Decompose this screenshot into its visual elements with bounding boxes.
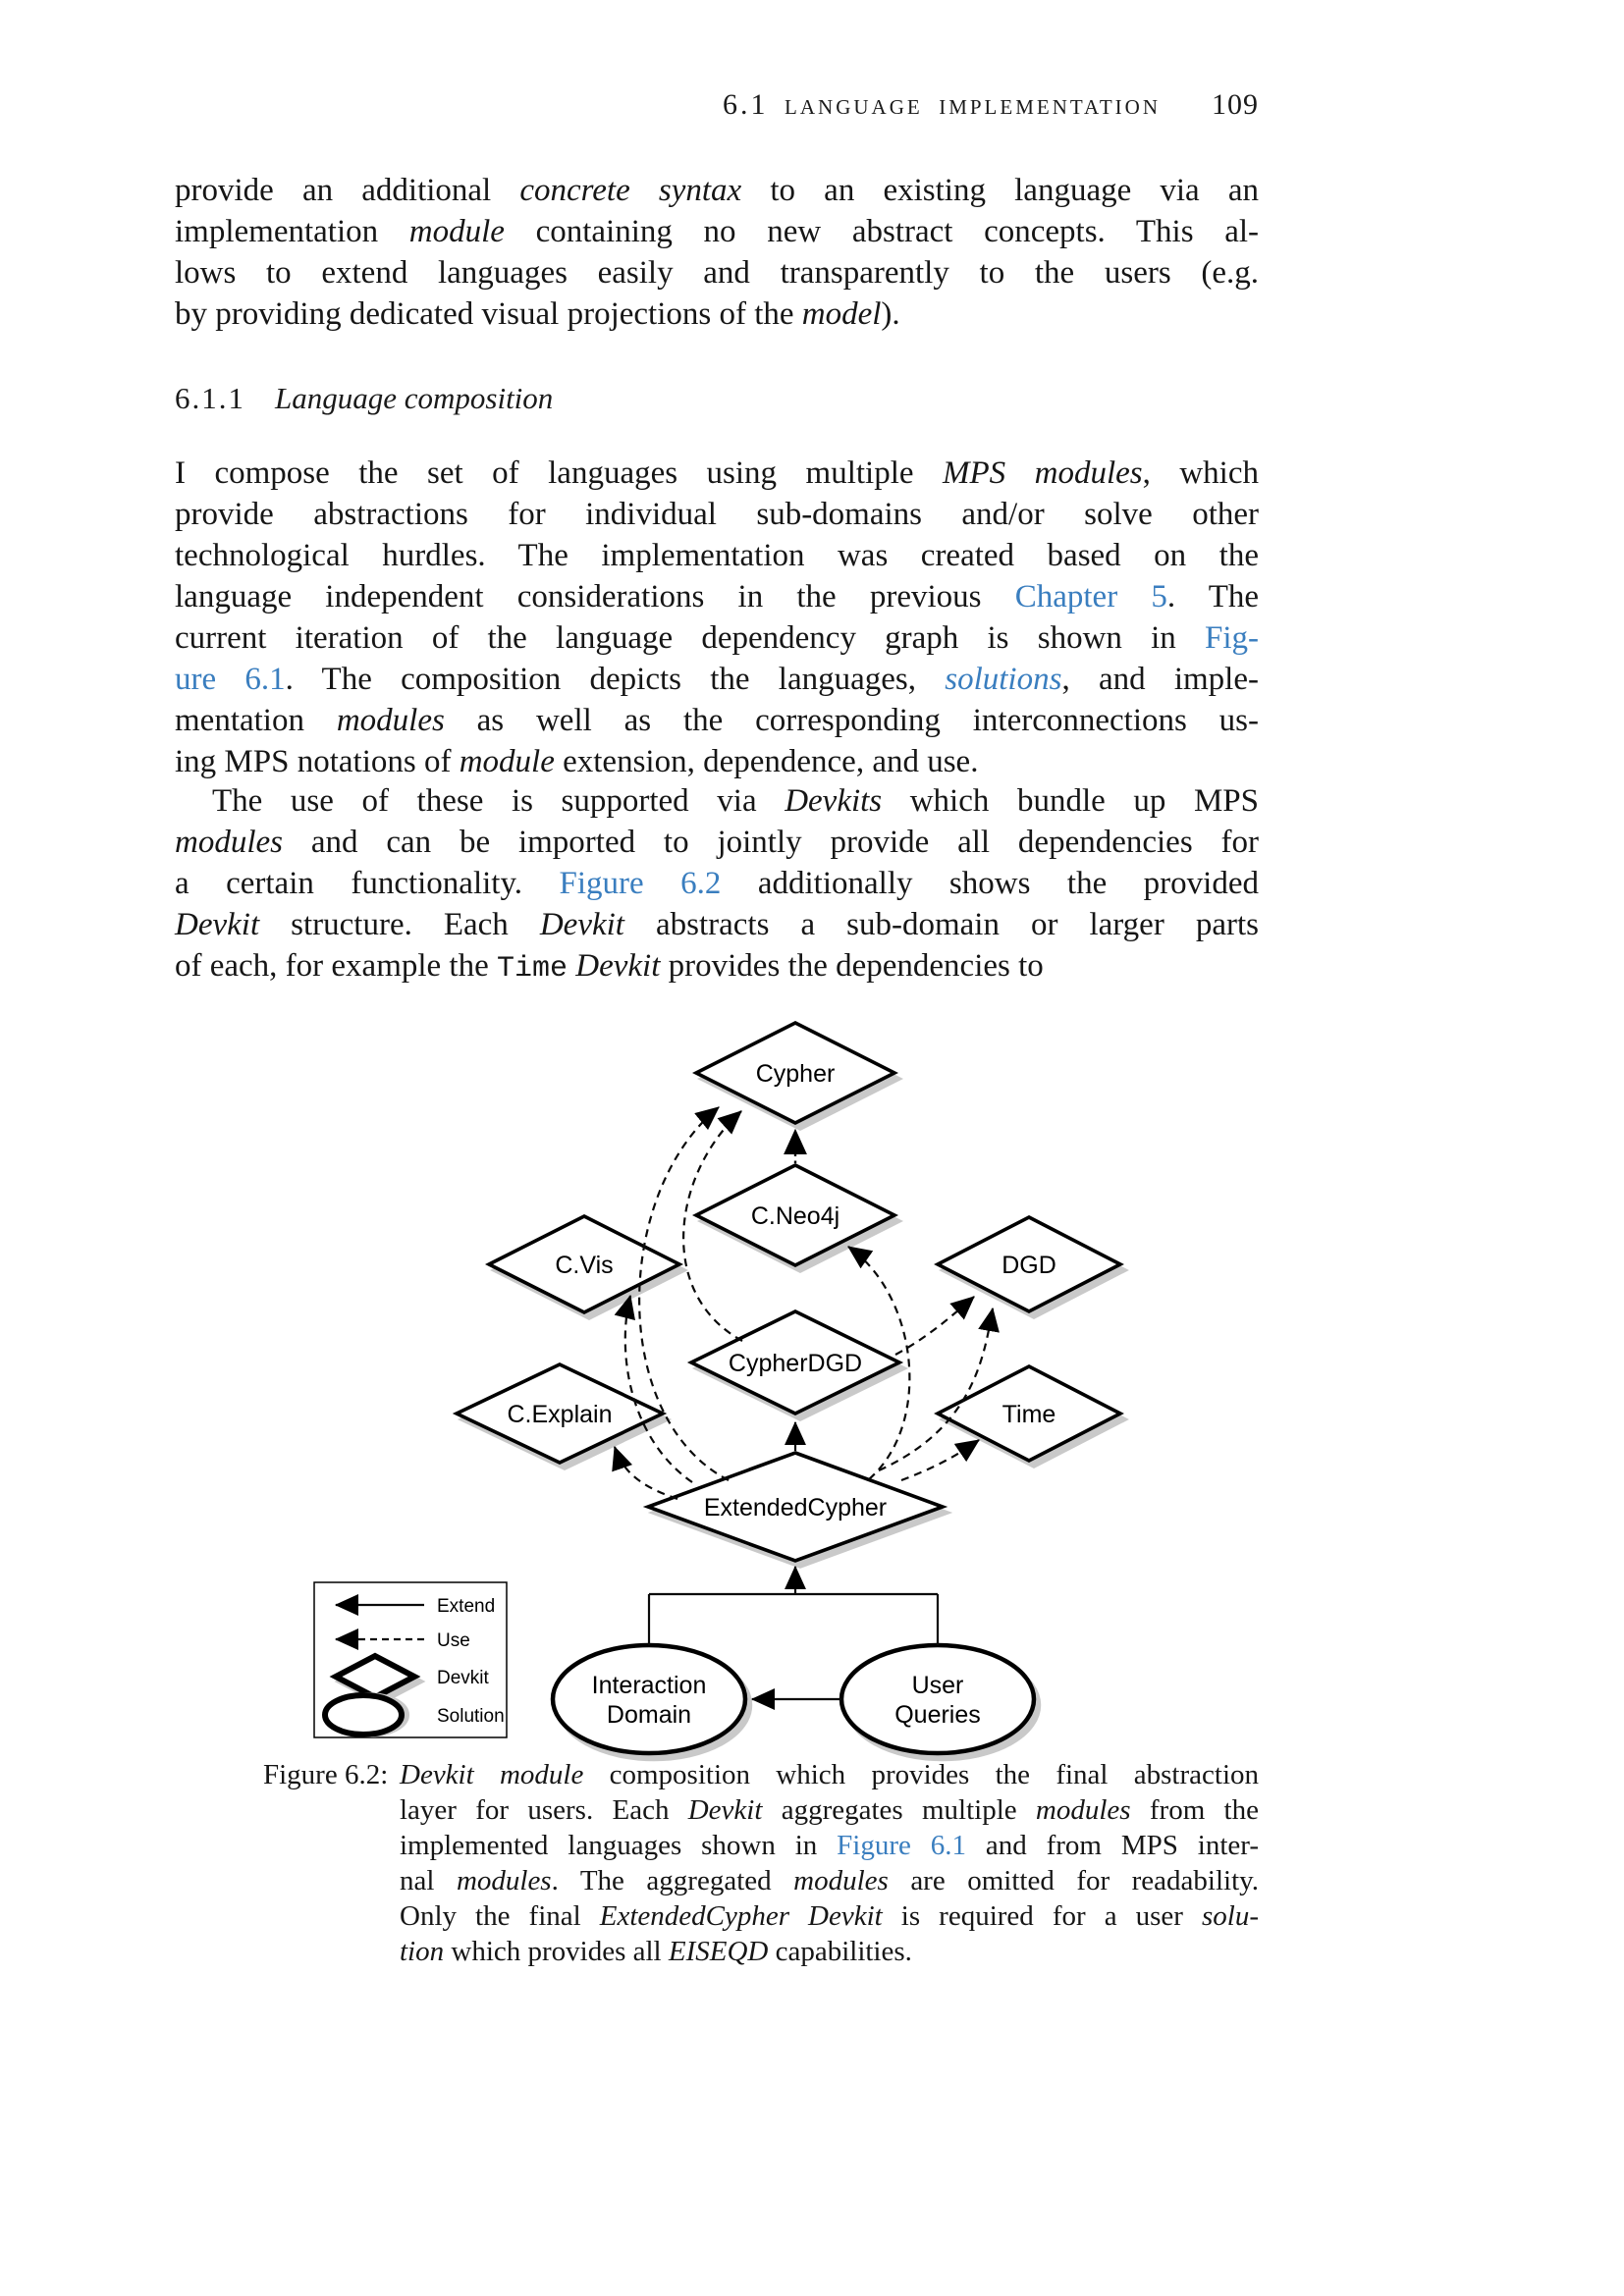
diagram-nodes — [457, 1023, 1125, 1759]
text-run: implemented languages shown in — [400, 1830, 838, 1861]
text-line — [175, 700, 1259, 741]
text-run: layer for users. Each — [400, 1794, 688, 1826]
text-run: Devkits — [785, 783, 883, 819]
text-line — [175, 780, 1259, 822]
text-run: modules — [175, 825, 283, 860]
text-run: . The aggregated — [551, 1865, 794, 1896]
text-link[interactable]: Fig- — [1204, 620, 1259, 656]
text-run: Time — [497, 952, 568, 986]
diagram-node-label: C.Vis — [555, 1252, 614, 1279]
text-link[interactable]: solutions — [945, 662, 1062, 697]
text-run: Only the final — [400, 1900, 600, 1932]
diagram-node-label: Domain — [606, 1701, 692, 1729]
subsection-title: Language composition — [275, 381, 554, 415]
text-run: EISEQD — [668, 1936, 769, 1967]
text-run: MPS modules — [943, 455, 1143, 491]
legend-label: Use — [437, 1630, 470, 1651]
text-line — [175, 659, 1259, 700]
text-run: mentation — [175, 703, 337, 738]
diagram-node-label: CypherDGD — [728, 1350, 863, 1377]
diagram-node-label: ExtendedCypher — [703, 1494, 888, 1522]
text-run: , and imple- — [1061, 662, 1259, 697]
text-line — [175, 904, 1259, 945]
text-line — [400, 1828, 1259, 1863]
text-line — [175, 576, 1259, 617]
text-run: additionally shows the provided — [721, 866, 1259, 901]
caption-label: Figure 6.2: — [263, 1759, 389, 1790]
diagram-node-label: Time — [1001, 1401, 1056, 1428]
text-line — [400, 1898, 1259, 1934]
solution-ellipse-shape — [553, 1645, 745, 1753]
text-link[interactable]: Chapter 5 — [1014, 579, 1167, 614]
text-line — [175, 945, 1259, 989]
text-line — [175, 252, 1259, 294]
diagram-node-label: Queries — [894, 1701, 981, 1729]
text-line — [175, 294, 1259, 335]
section-title: language implementation — [785, 88, 1161, 121]
edge-extendedcypher-c-explain — [615, 1447, 677, 1499]
text-line — [175, 211, 1259, 252]
text-run: language independent considerations in the previous — [175, 579, 1015, 614]
text-run: provide an additional — [175, 173, 520, 208]
text-line — [175, 535, 1259, 576]
text-line — [175, 822, 1259, 863]
text-run: , which — [1142, 455, 1259, 491]
text-run: which provides all — [444, 1936, 669, 1967]
text-run: abstracts a sub-domain or larger parts — [623, 907, 1259, 942]
text-line — [175, 741, 1259, 782]
running-header-title — [723, 88, 1161, 121]
text-line — [175, 494, 1259, 535]
legend-label: Devkit — [437, 1668, 489, 1688]
edge-extendedcypher-time — [901, 1440, 979, 1480]
text-run: Devkit module — [400, 1759, 584, 1790]
diagram-node-label: User — [911, 1672, 964, 1699]
text-run: Devkit — [175, 907, 260, 942]
text-run: ExtendedCypher Devkit — [599, 1900, 883, 1932]
text-run: provide abstractions for individual sub-domains and/or solve other — [175, 497, 1259, 532]
text-run: capabilities. — [768, 1936, 912, 1967]
text-run: ). — [881, 296, 900, 332]
text-run: as well as the corresponding interconnections us- — [444, 703, 1259, 738]
text-line — [400, 1757, 1259, 1792]
edge-extendedcypher-c-vis — [625, 1296, 692, 1482]
text-run: module — [459, 744, 555, 779]
paragraph-3 — [175, 780, 1259, 989]
text-run: a certain functionality. — [175, 866, 560, 901]
text-run: Devkit — [687, 1794, 763, 1826]
text-line — [400, 1863, 1259, 1898]
text-run: . The composition depicts the languages, — [285, 662, 946, 697]
diagram-node-label: C.Neo4j — [750, 1202, 840, 1230]
section-number: 6.1 — [723, 88, 769, 121]
text-run: modules — [336, 703, 445, 738]
diagram-node-label: Interaction — [591, 1672, 707, 1699]
text-run: which bundle up MPS — [882, 783, 1260, 819]
paragraph-2 — [175, 453, 1259, 782]
text-run: module — [408, 214, 505, 249]
text-link[interactable]: Figure 6.2 — [559, 866, 722, 901]
diagram-node-label: DGD — [1001, 1252, 1056, 1279]
text-run: from the — [1130, 1794, 1259, 1826]
diagram-node-label: Cypher — [755, 1060, 836, 1088]
text-line — [175, 453, 1259, 494]
text-run: current iteration of the language dependency graph is shown in — [175, 620, 1205, 656]
text-run: ing MPS notations of — [175, 744, 460, 779]
page-number: 109 — [1212, 88, 1259, 121]
paragraph-1 — [175, 170, 1259, 335]
text-run: model — [801, 296, 882, 332]
legend-label: Solution — [437, 1706, 505, 1727]
text-run: containing no new abstract concepts. This al- — [504, 214, 1259, 249]
text-run: nal — [400, 1865, 457, 1896]
text-run: to an existing language via an — [741, 173, 1260, 208]
text-run: Devkit — [539, 907, 624, 942]
text-run: Devkit — [575, 948, 661, 984]
text-run: aggregates multiple — [762, 1794, 1036, 1826]
text-run: is required for a user — [882, 1900, 1202, 1932]
section-heading — [175, 381, 553, 416]
text-line — [175, 170, 1259, 211]
text-run: I compose the set of languages using multiple — [175, 455, 943, 491]
text-run: The use of these is supported via — [212, 783, 785, 819]
figure-caption — [400, 1757, 1259, 1969]
text-run: and from MPS inter- — [965, 1830, 1259, 1861]
text-line — [175, 863, 1259, 904]
running-header — [175, 88, 1259, 122]
solution-symbol — [325, 1695, 402, 1735]
text-run: provides the dependencies to — [660, 948, 1044, 984]
text-run: technological hurdles. The implementation was created based on the — [175, 538, 1259, 573]
text-line — [400, 1934, 1259, 1969]
legend-label: Extend — [437, 1596, 496, 1617]
text-run: implementation — [175, 214, 409, 249]
text-link[interactable]: Figure 6.1 — [837, 1830, 966, 1861]
edge-extendedcypher-dgd — [879, 1308, 993, 1470]
text-line — [175, 617, 1259, 659]
text-run: tion — [400, 1936, 445, 1967]
text-run: concrete syntax — [519, 173, 742, 208]
text-line — [400, 1792, 1259, 1828]
text-run: lows to extend languages easily and transparently to the users (e.g. — [175, 255, 1259, 291]
text-run: modules — [456, 1865, 552, 1896]
text-run: modules — [793, 1865, 889, 1896]
text-link[interactable]: ure 6.1 — [175, 662, 286, 697]
text-run: are omitted for readability. — [888, 1865, 1260, 1896]
legend — [314, 1582, 507, 1737]
text-run: extension, dependence, and use. — [554, 744, 979, 779]
text-run: by providing dedicated visual projections of the — [175, 296, 802, 332]
text-run: and can be imported to jointly provide all dependencies for — [283, 825, 1259, 860]
text-run: modules — [1035, 1794, 1131, 1826]
figure-6-2-diagram — [295, 1011, 1159, 1767]
solution-ellipse-shape — [841, 1645, 1034, 1753]
text-run: structure. Each — [259, 907, 540, 942]
text-run: of each, for example the — [175, 948, 498, 984]
text-run: solu- — [1202, 1900, 1259, 1932]
diagram-node-label: C.Explain — [507, 1401, 613, 1428]
subsection-number: 6.1.1 — [175, 381, 245, 415]
text-run: . The — [1166, 579, 1259, 614]
text-run: composition which provides the final abstraction — [583, 1759, 1260, 1790]
